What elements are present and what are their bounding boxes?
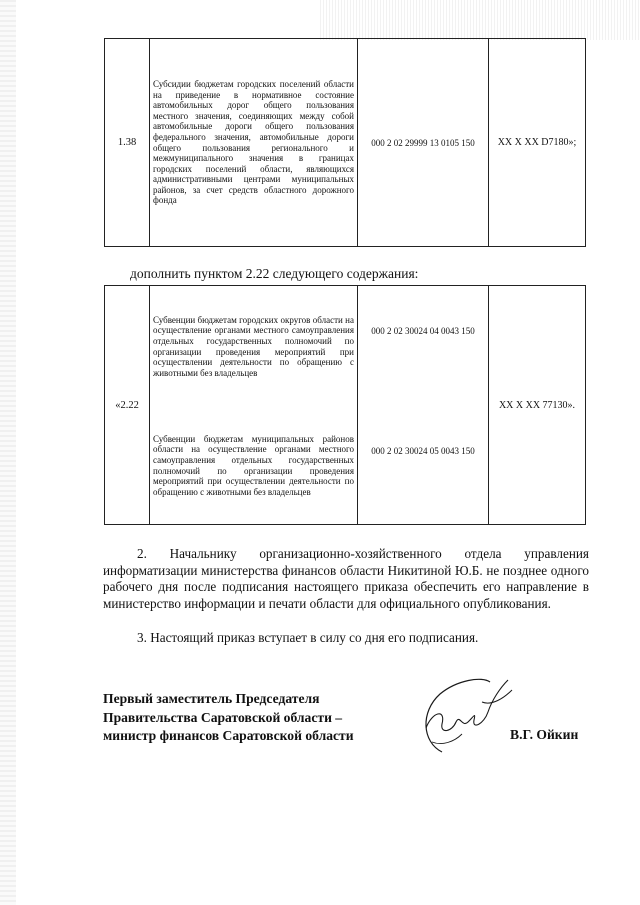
row-number: 1.38 — [105, 39, 150, 247]
table-bottom — [104, 285, 586, 525]
scan-noise — [320, 0, 640, 40]
budget-code: 000 2 02 30024 05 0043 150 — [358, 407, 489, 525]
classification-code: XX X XX 77130». — [489, 286, 586, 525]
income-name: Субвенции бюджетам муниципальных районов области на осуществление органами местного самоуправления отдельных государственных полномочий по организации проведения мероприятий при осуществлении деятельности по обращению с животными без владельцев — [150, 407, 358, 525]
table-top — [104, 38, 586, 247]
paragraph-3: 3. Настоящий приказ вступает в силу со дня его подписания. — [137, 630, 479, 645]
intro-text: дополнить пунктом 2.22 следующего содержания: — [130, 266, 419, 281]
row-number: «2.22 — [105, 286, 150, 525]
classification-code: XX X XX D7180»; — [489, 39, 586, 247]
scan-edge-shading — [0, 0, 16, 905]
paragraph-2: 2. Начальнику организационно-хозяйственного отдела управления информатизации министерства финансов области Никитиной Ю.Б. не позднее одного рабочего дня после подписания настоящего приказа обеспечить его направление в министерство информации и печати области для официального опубликования. — [103, 546, 589, 611]
signer-name: В.Г. Ойкин — [510, 727, 579, 742]
signatory-title-line: Первый заместитель Председателя — [103, 691, 320, 706]
signatory-title — [103, 690, 354, 746]
budget-code: 000 2 02 29999 13 0105 150 — [358, 39, 489, 247]
signatory-title-line: министр финансов Саратовской области — [103, 728, 354, 743]
budget-code: 000 2 02 30024 04 0043 150 — [358, 286, 489, 408]
table-row — [105, 39, 586, 247]
table-row — [105, 286, 586, 408]
signatory-title-line: Правительства Саратовской области – — [103, 709, 343, 725]
income-name: Субсидии бюджетам городских поселений области на приведение в нормативное состояние автомобильных дорог общего пользования местного значения, соединяющих между собой автомобильные дороги общего пользования федерального значения, автомобильные дороги общего пользования регионального и межмуниципального значения в границах городских поселений области, являющихся административными центрами муниципальных районов, за счет средств областного дорожного фонда — [150, 39, 358, 247]
income-name: Субвенции бюджетам городских округов области на осуществление органами местного самоуправления отдельных государственных полномочий по организации проведения мероприятий при осуществлении деятельности по обращению с животными без владельцев — [150, 286, 358, 408]
handwritten-signature — [412, 672, 522, 758]
